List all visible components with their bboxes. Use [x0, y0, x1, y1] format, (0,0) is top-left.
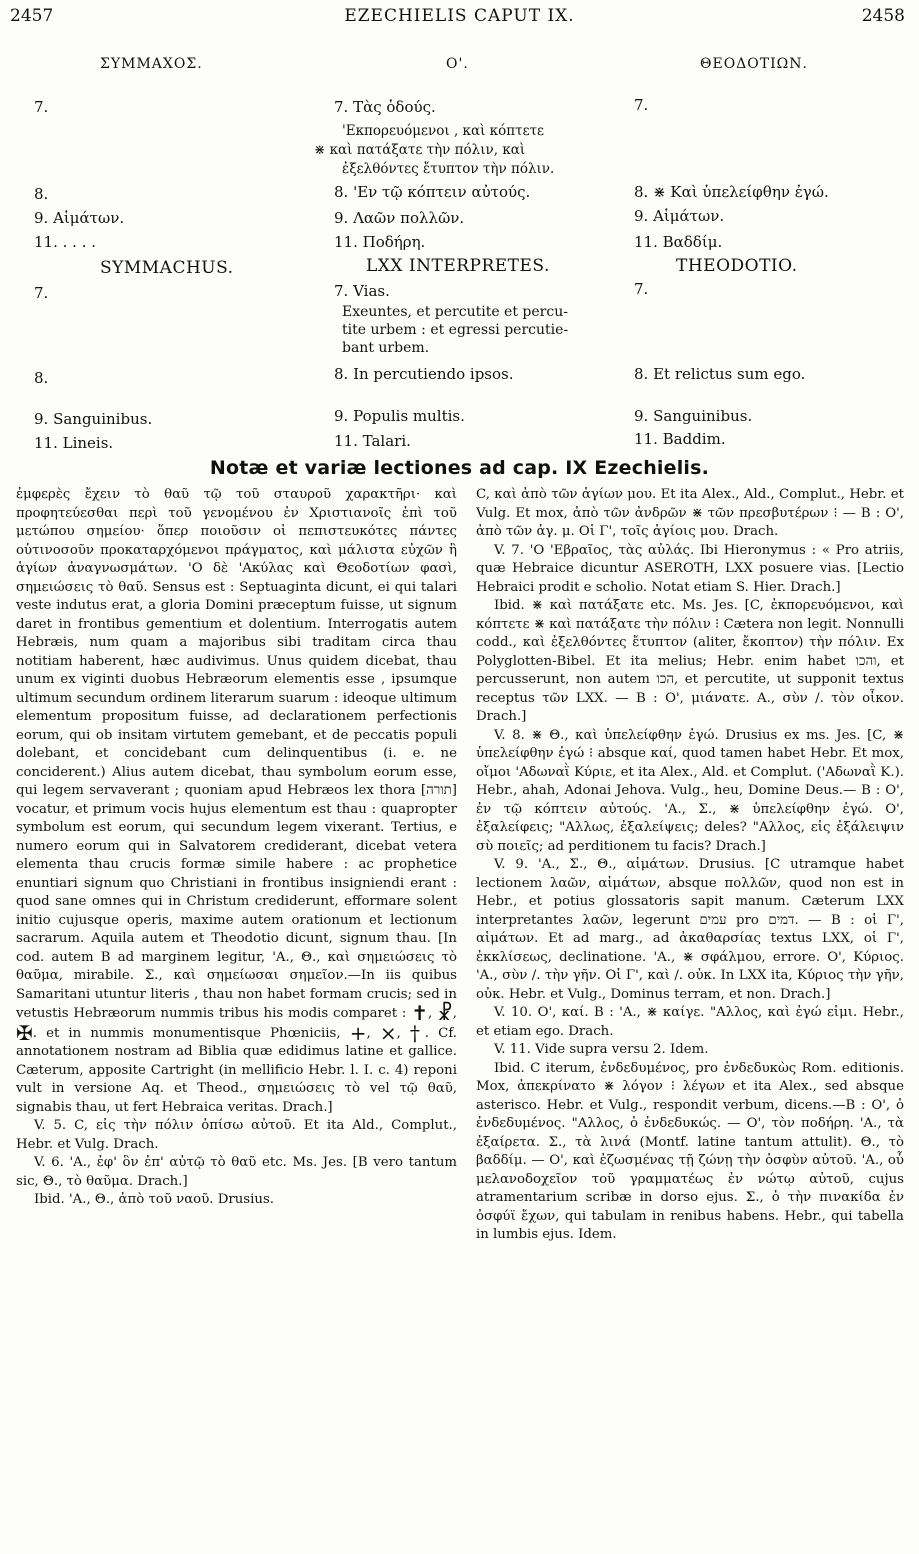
notes-title: Notæ et variæ lectiones ad cap. IX Ezechielis. — [209, 457, 710, 479]
phoenician-x-icon: × — [379, 1020, 397, 1045]
note-paragraph: V. 5. C, εἰς τὴν πόλιν ὀπίσω αὐτοῦ. Et ita Ald., Complut., Hebr. et Vulg. Drach. — [16, 1118, 457, 1152]
page-number-left: 2457 — [10, 6, 54, 26]
note-paragraph: Ibid. ⋇ καὶ πατάξατε etc. Ms. Jes. [C, ἐκπορευόμενοι, καὶ κόπτετε ⋇ καὶ πατάξατε τὴν πόλιν ⁝ Cætera non legit. Nonnulli codd., καὶ ἐξελθόντες ἔτυπτον (aliter, ἔκοπτον) τὴν πόλιν. Ex Polyglotten-Bibel. Et ita melius; Hebr. enim habet והכו, et percusserunt, non autem הכו, et percutite, ut supponit textus receptus τῶν LXX. — B : O', μιάνατε. A., σὺν /. τὸν οἶκον. Drach.] — [476, 598, 905, 724]
note-paragraph: V. 8. ⋇ Θ., καὶ ὑπελείφθην ἐγώ. Drusius ex ms. Jes. [C, ⋇ ὑπελείφθην ἐγώ ⁝ absque καί, quod tamen habet Hebr. Et mox, οἴμοι 'Αδωναῒ Κύριε, et ita Alex., Ald. et Complut. ('Αδωναῒ Κ.). Hebr., ahah, Adonai Jehova. Vulg., heu, Domine Deus.— B : O', ἐν τῷ κόπτειν αὐτούς. 'Α., Σ., ⋇ ὑπελείφθην ἐγώ. O', ἐξαλείφεις; "Αλλως, ἐξαλείψεις; deles? "Αλλος, εἰς ἐξάλειψιν σὺ ποιεῖς; ad perditionem tu facis? Drach.] — [476, 727, 904, 854]
notes-right-column — [476, 486, 904, 1245]
greek-theo-v7: 7. — [634, 96, 649, 114]
col-header-lxx: Ο'. — [446, 56, 469, 72]
latin-lxx-v7: 7. Vias. — [334, 282, 390, 300]
note-paragraph: V. 10. O', καί. B : 'Α., ⋇ καίγε. "Αλλος, καὶ ἐγώ εἰμι. Hebr., et etiam ego. Drach. — [476, 1005, 904, 1039]
greek-lxx-v7: 7. Τὰς ὁδούς. — [334, 98, 436, 116]
greek-theo-v9: 9. Αἱμάτων. — [634, 207, 725, 225]
note-text: et in nummis monumentisque Phœniciis, — [46, 1025, 341, 1041]
col-header-symmachus-latin: SYMMACHUS. — [100, 258, 234, 278]
note-paragraph: Ibid. C iterum, ἐνδεδυμένος, pro ἐνδεδυκὼς Rom. editionis. Mox, ἀπεκρίνατο ⋇ λόγον ⁝ λέγων et ita Alex., sed absque asterisco. Hebr. et Vulg., respondit verbum, dicens.—B : O', ὁ ἐνδεδυμένος. "Αλλος, ὁ ἐνδεδυκώς. — O', τὸν ποδήρη. 'Α., τὰ ἐξαίρετα. Σ., τὰ λινά (Montf. latine tantum attulit). Θ., τὸ βαδδίμ. — O', καὶ ἐζωσμένας τῇ ζώνῃ τὴν ὀσφὺν αὐτοῦ. 'Α., οὗ μελανοδοχεῖον τοῦ γραμματέως ἐν νώτῳ αὐτοῦ, cujus atramentarium scribæ in dorso ejus. Σ., ὁ τὴν πινακίδα ἐν ὀσφύϊ ἔχων, qui tabulam in renibus habens. Hebr., qui tabella in lumbis ejus. Idem. — [476, 1060, 904, 1242]
latin-theo-v7: 7. — [634, 280, 649, 298]
note-paragraph: ἐμφερὲς ἔχειν τὸ θαῦ τῷ τοῦ σταυροῦ χαρακτῆρι· καὶ προφητεύεσθαι περὶ τοῦ γενομένου ἐν Χριστιανοῖς ἐπὶ τοῦ μετώπου σημείου· ὅπερ ποιοῦσιν οἱ πεπιστευκότες πάντες οὑτινοσοῦν προκαταρχόμενοι πράγματος, καὶ μάλιστα εὐχῶν ἢ ἁγίων ἀναγνωσμάτων. 'Ο δὲ 'Ακύλας καὶ Θεοδοτίων φασὶ, σημειώσεις τὸ θαῦ. Sensus est : Septuaginta dicunt, ei qui talari veste indutus erat, a gloria Domini præceptum fuisse, ut signum daret in frontibus gementium et dolentium. Interrogatis autem Hebræis, num quam a majoribus sibi traditam circa thau notitiam haberent, hæc audivimus. Unus quidem dicebat, thau unum ex viginti duobus Hebræorum elementis esse , ipsumque ultimum secundum ordinem literarum suarum : ideoque ultimum elementum propositum fuisse, ad declarationem perfectionis eorum, qui ob insitam virtutem gemebant, et de peccatis populi dolebant, et concidebant cum delinquentibus (i. e. ne conciderent.) Alius autem dicebat, thau symbolum eorum esse, qui legem servaverant ; quoniam apud Hebræos lex thora [תורה] vocatur, et primum vocis hujus elementum est thau : quapropter symbolum est eorum, qui secundum legem vixerant. Tertius, e numero eorum qui in Salvatorem crediderant, dicebat vetera elementa thau crucis formæ simile habere : ac prophetice enuntiari signum quo Christiani in frontibus insigniendi erant : quod sane omnes qui in Christum crediderunt, efformare solent initio cujusque operis, maxime autem orationum et lectionum sacrarum. Aquila autem et Theodotio dicunt, signum thau. [In cod. autem B ad marginem legitur, 'Α., Θ., καὶ σημειώσεις τὸ θαῦμα, mirabile. Σ., καὶ σημείωσαι σημεῖον.—In iis quibus Samaritani utuntur literis , thau non habet formam crucis; sed in vetustis Hebræorum nummis tribus his modis comparet : ✝, ☧, ✠. et in nummis monumentisque Phœniciis, +, ×, †. Cf. annotationem nostram ad Biblia quæ edidimus latine et gallice. Cæterum, apposite Cartright (in mellificio Hebr. l. I. c. 4) reponi vult in versione Aq. et Theod., σημειώσεις τὸ vel τῷ θαῦ, signabis thau, ut fert Hebraica veritas. Drach.] — [16, 487, 457, 1115]
phoenician-plus-icon: + — [349, 1020, 367, 1045]
latin-sym-v7: 7. — [34, 284, 49, 302]
greek-sym-v7: 7. — [34, 98, 49, 116]
thau-loop-symbol-icon: ☧ — [437, 1001, 453, 1025]
latin-theo-v8: 8. Et relictus sum ego. — [634, 365, 806, 383]
latin-lxx-line: bant urbem. — [342, 340, 430, 356]
latin-theo-v9: 9. Sanguinibus. — [634, 407, 753, 425]
col-header-theodotion: ΘΕΟΔΟΤΙΩΝ. — [700, 56, 808, 72]
greek-sym-v8: 8. — [34, 185, 49, 203]
latin-lxx-line: Exeuntes, et percutite et percu- — [342, 304, 568, 320]
note-paragraph: C, καὶ ἀπὸ τῶν ἁγίων μου. Et ita Alex., Ald., Complut., Hebr. et Vulg. Et mox, ἀπὸ τῶν ἀνδρῶν ⋇ τῶν πρεσβυτέρων ⁝ — B : O', ἀπὸ τῶν ἁγ. μ. Οἱ Γ', τοῖς ἁγίοις μου. Drach. — [476, 487, 904, 539]
latin-sym-v9: 9. Sanguinibus. — [34, 410, 153, 428]
latin-lxx-v11: 11. Talari. — [334, 432, 411, 450]
latin-lxx-v8: 8. In percutiendo ipsos. — [334, 365, 514, 383]
thau-x-symbol-icon: ✠ — [16, 1020, 33, 1045]
greek-lxx-v11: 11. Ποδήρη. — [334, 233, 426, 251]
greek-theo-v11: 11. Βαδδίμ. — [634, 233, 723, 251]
greek-lxx-line: 'Εκπορευόμενοι , καὶ κόπτετε — [342, 123, 545, 139]
latin-theo-v11: 11. Baddim. — [634, 430, 726, 448]
greek-lxx-line: ἐξελθόντες ἔτυπτον τὴν πόλιν. — [342, 161, 555, 177]
phoenician-cross-icon: † — [409, 1020, 425, 1045]
greek-sym-v11: 11. . . . . — [34, 233, 96, 251]
col-header-lxx-latin: LXX INTERPRETES. — [366, 256, 550, 276]
note-paragraph: V. 11. Vide supra versu 2. Idem. — [494, 1042, 709, 1057]
note-paragraph: V. 6. 'Α., ἐφ' ὃν ἐπ' αὐτῷ τὸ θαῦ etc. Ms. Jes. [B vero tantum sic, Θ., τὸ θαῦμα. Drach.] — [16, 1155, 457, 1189]
col-header-theodotion-latin: THEODOTIO. — [676, 256, 798, 276]
note-paragraph: Ibid. 'Α., Θ., ἀπὸ τοῦ ναοῦ. Drusius. — [34, 1192, 274, 1207]
note-paragraph: V. 7. 'Ο 'Εβραῖος, τὰς αὐλάς. Ibi Hieronymus : « Pro atriis, quæ Hebraice dicuntur ASEROTH, LXX posuere vias. [Lectio Hebraici prodit e scholio. Notat etiam S. Hier. Drach.] — [476, 542, 904, 595]
greek-sym-v9: 9. Αἱμάτων. — [34, 209, 125, 227]
latin-sym-v8: 8. — [34, 369, 49, 387]
thau-cross-symbol-icon: ✝ — [411, 1001, 428, 1025]
page-number-right: 2458 — [861, 6, 905, 26]
note-paragraph: V. 9. 'Α., Σ., Θ., αἱμάτων. Drusius. [C utramque habet lectionem λαῶν, αἱμάτων, absque πολλῶν, quod non est in Hebr., et potius glossatoris sapit manum. Cæterum LXX interpretantes λαῶν, legerunt עמים pro דמים. — B : οἱ Γ', αἱμάτων. Et ad marg., ad ἀκαθαρσίας textus LXX, οἱ Γ', ἐκκλίσεως, declinatione. 'Α., ⋇ σφάλμου, errore. O', Κύριος. 'Α., σὺν /. τὴν γῆν. Οἱ Γ', καὶ /. οὐκ. In LXX ita, Κύριος τὴν γῆν, οὐκ. Hebr. et Vulg., Dominus terram, et non. Drach.] — [476, 857, 904, 1002]
notes-left-column — [16, 486, 457, 1210]
page-title: EZECHIELIS CAPUT IX. — [344, 6, 575, 26]
latin-sym-v11: 11. Lineis. — [34, 434, 114, 452]
note-text: Cf. annotationem nostram ad Biblia quæ edidimus latine et gallice. Cæterum, apposite Cartright (in mellificio Hebr. l. I. c. 4) reponi vult in versione Aq. et Theod., σημειώσεις τὸ vel τῷ θαῦ, signabis thau, ut fert Hebraica veritas. Drach.] — [16, 1025, 457, 1115]
latin-lxx-v9: 9. Populis multis. — [334, 407, 465, 425]
col-header-symmachus: ΣΥΜΜΑΧΟΣ. — [100, 56, 203, 72]
greek-lxx-v9: 9. Λαῶν πολλῶν. — [334, 209, 465, 227]
greek-theo-v8: 8. ⋇ Καὶ ὑπελείφθην ἐγώ. — [634, 183, 829, 201]
greek-lxx-v8: 8. 'Εν τῷ κόπτειν αὐτούς. — [334, 183, 531, 201]
latin-lxx-line: tite urbem : et egressi percutie- — [342, 322, 569, 338]
greek-lxx-line: ⋇ καὶ πατάξατε τὴν πόλιν, καὶ — [314, 142, 526, 158]
note-text: ἐμφερὲς ἔχειν τὸ θαῦ τῷ τοῦ σταυροῦ χαρακτῆρι· καὶ προφητεύεσθαι περὶ τοῦ γενομένου ἐν Χριστιανοῖς ἐπὶ τοῦ μετώπου σημείου· ὅπερ ποιοῦσιν οἱ πεπιστευκότες πάντες οὑτινοσοῦν προκαταρχόμενοι πράγματος, καὶ μάλιστα εὐχῶν ἢ ἁγίων ἀναγνωσμάτων. 'Ο δὲ 'Ακύλας καὶ Θεοδοτίων φασὶ, σημειώσεις τὸ θαῦ. Sensus est : Septuaginta dicunt, ei qui talari veste indutus erat, a gloria Domini præceptum fuisse, ut signum daret in frontibus gementium et dolentium. Interrogatis autem Hebræis, num quam a majoribus sibi traditam circa thau notitiam haberent, hæc audivimus. Unus quidem dicebat, thau unum ex viginti duobus Hebræorum elementis esse , ipsumque ultimum secundum ordinem literarum suarum : ideoque ultimum elementum propositum fuisse, ad declarationem perfectionis eorum, qui ob insitam virtutem gemebant, et de peccatis populi dolebant, et concidebant cum delinquentibus (i. e. ne conciderent.) Alius autem dicebat, thau symbolum eorum esse, qui legem servaverant ; quoniam apud Hebræos lex thora [תורה] vocatur, et primum vocis hujus elementum est thau : quapropter symbolum est eorum, qui secundum legem vixerant. Tertius, e numero eorum qui in Salvatorem crediderant, dicebat vetera elementa thau crucis formæ simile habere : ac prophetice enuntiari signum quo Christiani in frontibus insigniendi erant : quod sane omnes qui in Christum crediderunt, efformare solent initio cujusque operis, maxime autem orationum et lectionum sacrarum. Aquila autem et Theodotio dicunt, signum thau. [In cod. autem B ad marginem legitur, 'Α., Θ., καὶ σημειώσεις τὸ θαῦμα, mirabile. Σ., καὶ σημείωσαι σημεῖον.—In iis quibus Samaritani utuntur literis , thau non habet formam crucis; sed in vetustis Hebræorum nummis tribus his modis comparet : — [16, 487, 457, 1021]
